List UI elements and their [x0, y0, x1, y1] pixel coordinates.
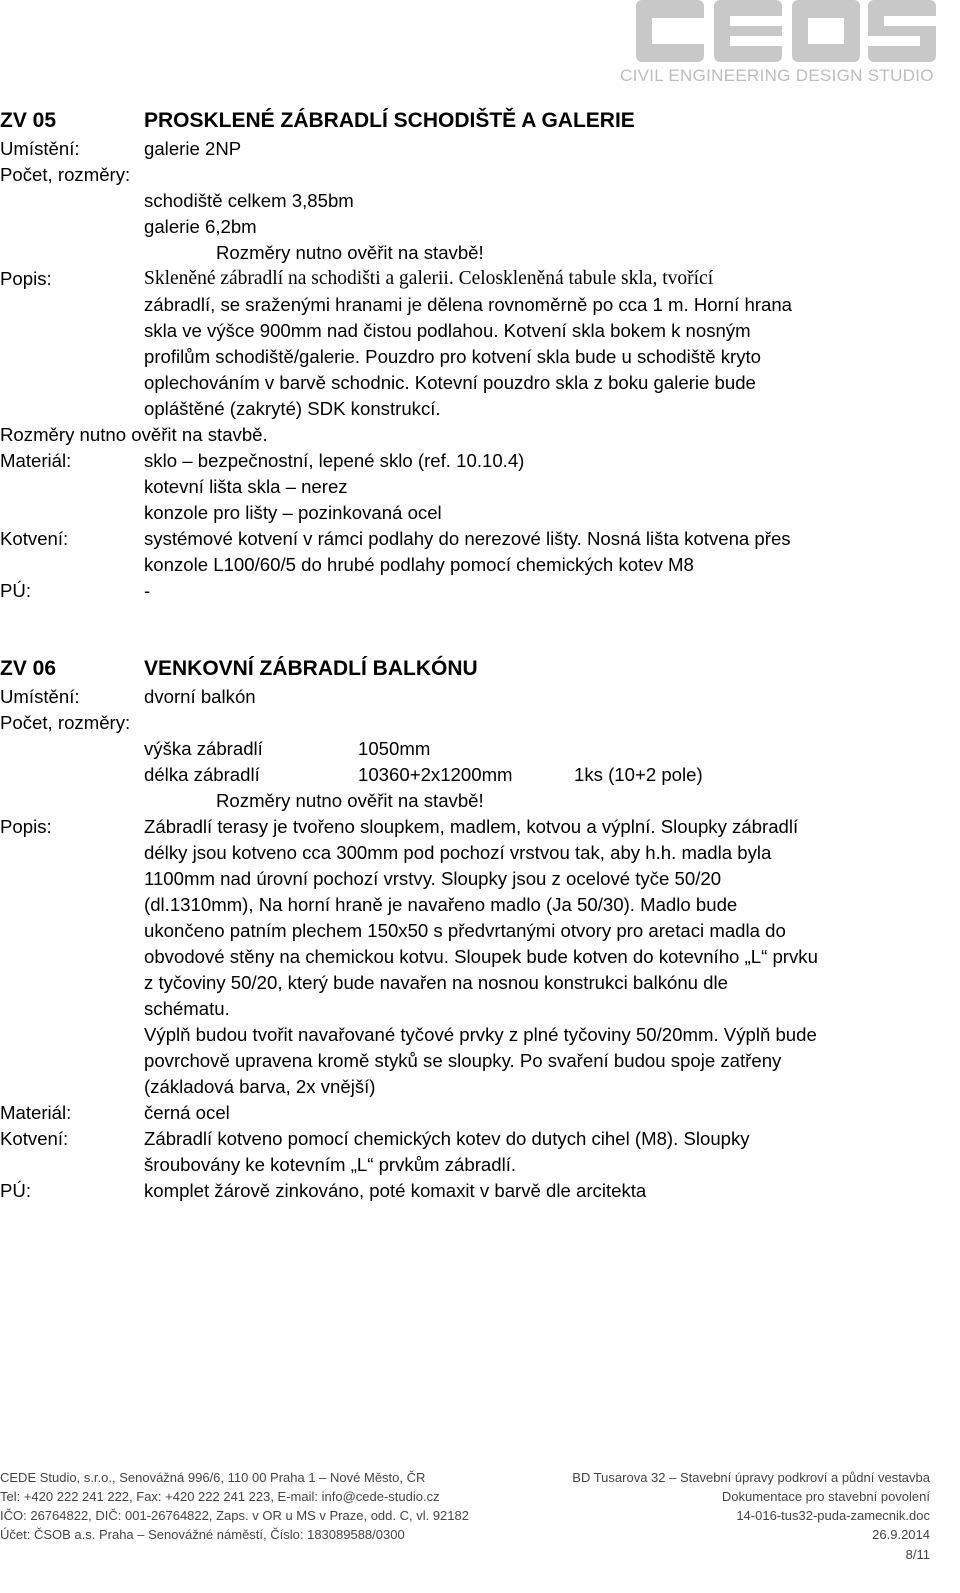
zv05-pocet-item: galerie 6,2bm — [144, 216, 257, 237]
zv05-code: ZV 05 — [0, 109, 57, 132]
zv05-material-line: kotevní lišta skla – nerez — [144, 476, 348, 497]
zv05-title: PROSKLENÉ ZÁBRADLÍ SCHODIŠTĚ A GALERIE — [144, 109, 635, 132]
zv05-popis-line: zábradlí, se sraženými hranami je dělena rovnoměrně po cca 1 m. Horní hrana — [144, 294, 793, 315]
zv06-popis-line: (dl.1310mm), Na horní hraně je navařeno madlo (Ja 50/30). Madlo bude — [144, 894, 738, 915]
studio-tagline: CIVIL ENGINEERING DESIGN STUDIO — [620, 66, 934, 85]
zv05-material-line: konzole pro lišty – pozinkovaná ocel — [144, 502, 442, 523]
zv06-material: černá ocel — [144, 1102, 230, 1123]
zv06-code: ZV 06 — [0, 657, 57, 680]
zv05-material-label: Materiál: — [0, 450, 72, 471]
zv05-popis-label: Popis: — [0, 268, 52, 289]
zv06-kotveni-line: Zábradlí kotveno pomocí chemických kotev do dutych cihel (M8). Sloupky — [144, 1128, 750, 1149]
zv06-popis-line: z tyčoviny 50/20, který bude navařen na nosnou konstrukci balkónu dle — [144, 972, 728, 993]
zv06-dim-extra: 1ks (10+2 pole) — [574, 764, 703, 785]
zv05-pocet-item: schodiště celkem 3,85bm — [144, 190, 354, 211]
zv06-popis-line: schématu. — [144, 998, 230, 1019]
zv06-kotveni-label: Kotvení: — [0, 1128, 69, 1149]
zv05-material-line: sklo – bezpečnostní, lepené sklo (ref. 10.10.4) — [144, 450, 525, 471]
zv06-popis-label: Popis: — [0, 816, 52, 837]
zv05-kotveni-line: konzole L100/60/5 do hrubé podlahy pomocí chemických kotev M8 — [144, 554, 694, 575]
footer-project: BD Tusarova 32 – Stavební úpravy podkroví a půdní vestavba — [572, 1470, 930, 1485]
zv05-pu-value: - — [144, 580, 151, 601]
footer-filename: 14-016-tus32-puda-zamecnik.doc — [736, 1508, 930, 1523]
zv05-umisteni: galerie 2NP — [144, 138, 242, 159]
zv06-popis-line: Zábradlí terasy je tvořeno sloupkem, madlem, kotvou a výplní. Sloupky zábradlí — [144, 816, 799, 837]
zv06-dim-name: výška zábradlí — [144, 738, 263, 759]
zv06-umisteni-label: Umístění: — [0, 686, 80, 707]
zv05-popis-line: profilům schodiště/galerie. Pouzdro pro kotvení skla bude u schodiště kryto — [144, 346, 762, 367]
zv05-popis-line: skla ve výšce 900mm nad čistou podlahou. Kotvení skla bokem k nosným — [144, 320, 751, 341]
zv06-pu-label: PÚ: — [0, 1180, 31, 1201]
zv05-kotveni-line: systémové kotvení v rámci podlahy do nerezové lišty. Nosná lišta kotvena přes — [144, 528, 791, 549]
zv05-note: Rozměry nutno ověřit na stavbě. — [0, 424, 268, 445]
zv05-popis-line: opláštěné (zakryté) SDK konstrukcí. — [144, 398, 441, 419]
zv06-pocet-note: Rozměry nutno ověřit na stavbě! — [216, 790, 484, 811]
zv05-umisteni-label: Umístění: — [0, 138, 80, 159]
logo-block-2 — [714, 0, 782, 62]
zv06-dim-value: 10360+2x1200mm — [358, 764, 513, 785]
zv06-title: VENKOVNÍ ZÁBRADLÍ BALKÓNU — [144, 657, 478, 680]
zv06-popis-line: (základová barva, 2x vnější) — [144, 1076, 376, 1097]
zv06-popis-line: povrchově upravena kromě styků se sloupky. Po svaření budou spoje zatřeny — [144, 1050, 782, 1071]
footer-company: CEDE Studio, s.r.o., Senovážná 996/6, 110 00 Praha 1 – Nové Město, ČR — [0, 1470, 426, 1485]
zv05-popis-line: Skleněné zábradlí na schodišti a galerii. Celoskleněná tabule skla, tvořící — [144, 268, 714, 289]
zv06-umisteni: dvorní balkón — [144, 686, 256, 707]
zv06-popis-line: obvodové stěny na chemickou kotvu. Sloupek bude kotven do kotevního „L“ prvku — [144, 946, 818, 967]
zv06-pu-value: komplet žárově zinkováno, poté komaxit v barvě dle arcitekta — [144, 1180, 647, 1201]
zv06-popis-line: 1100mm nad úrovní pochozí vrstvy. Sloupky jsou z ocelové tyče 50/20 — [144, 868, 722, 889]
zv05-pu-label: PÚ: — [0, 580, 31, 601]
zv05-popis-line: oplechováním v barvě schodnic. Kotevní pouzdro skla z boku galerie bude — [144, 372, 756, 393]
zv06-material-label: Materiál: — [0, 1102, 72, 1123]
footer-registration: IČO: 26764822, DIČ: 001-26764822, Zaps. v OR u MS v Praze, odd. C, vl. 92182 — [0, 1508, 469, 1523]
zv06-popis-line: Výplň budou tvořit navařované tyčové prvky z plné tyčoviny 50/20mm. Výplň bude — [144, 1024, 817, 1045]
footer-doc-type: Dokumentace pro stavební povolení — [721, 1489, 930, 1504]
zv06-popis-line: ukončeno patním plechem 150x50 s předvrtanými otvory pro aretaci madla do — [144, 920, 786, 941]
page-number: 8/11 — [905, 1547, 930, 1562]
footer-bank: Účet: ČSOB a.s. Praha – Senovážné náměstí, Číslo: 183089588/0300 — [0, 1527, 405, 1542]
logo-block-4 — [868, 0, 936, 62]
zv06-pocet-label: Počet, rozměry: — [0, 712, 131, 733]
zv06-kotveni-line: šroubovány ke kotevním „L“ prvkům zábradlí. — [144, 1154, 517, 1175]
zv05-pocet-label: Počet, rozměry: — [0, 164, 131, 185]
company-logo — [636, 0, 936, 62]
zv05-kotveni-label: Kotvení: — [0, 528, 69, 549]
zv05-pocet-note: Rozměry nutno ověřit na stavbě! — [216, 242, 484, 263]
zv06-dim-value: 1050mm — [358, 738, 431, 759]
zv06-popis-line: délky jsou kotveno cca 300mm pod pochozí vrstvou tak, aby h.h. madla byla — [144, 842, 772, 863]
zv06-dim-name: délka zábradlí — [144, 764, 260, 785]
footer-contact: Tel: +420 222 241 222, Fax: +420 222 241 223, E-mail: info@cede-studio.cz — [0, 1489, 440, 1504]
footer-date: 26.9.2014 — [872, 1527, 930, 1542]
